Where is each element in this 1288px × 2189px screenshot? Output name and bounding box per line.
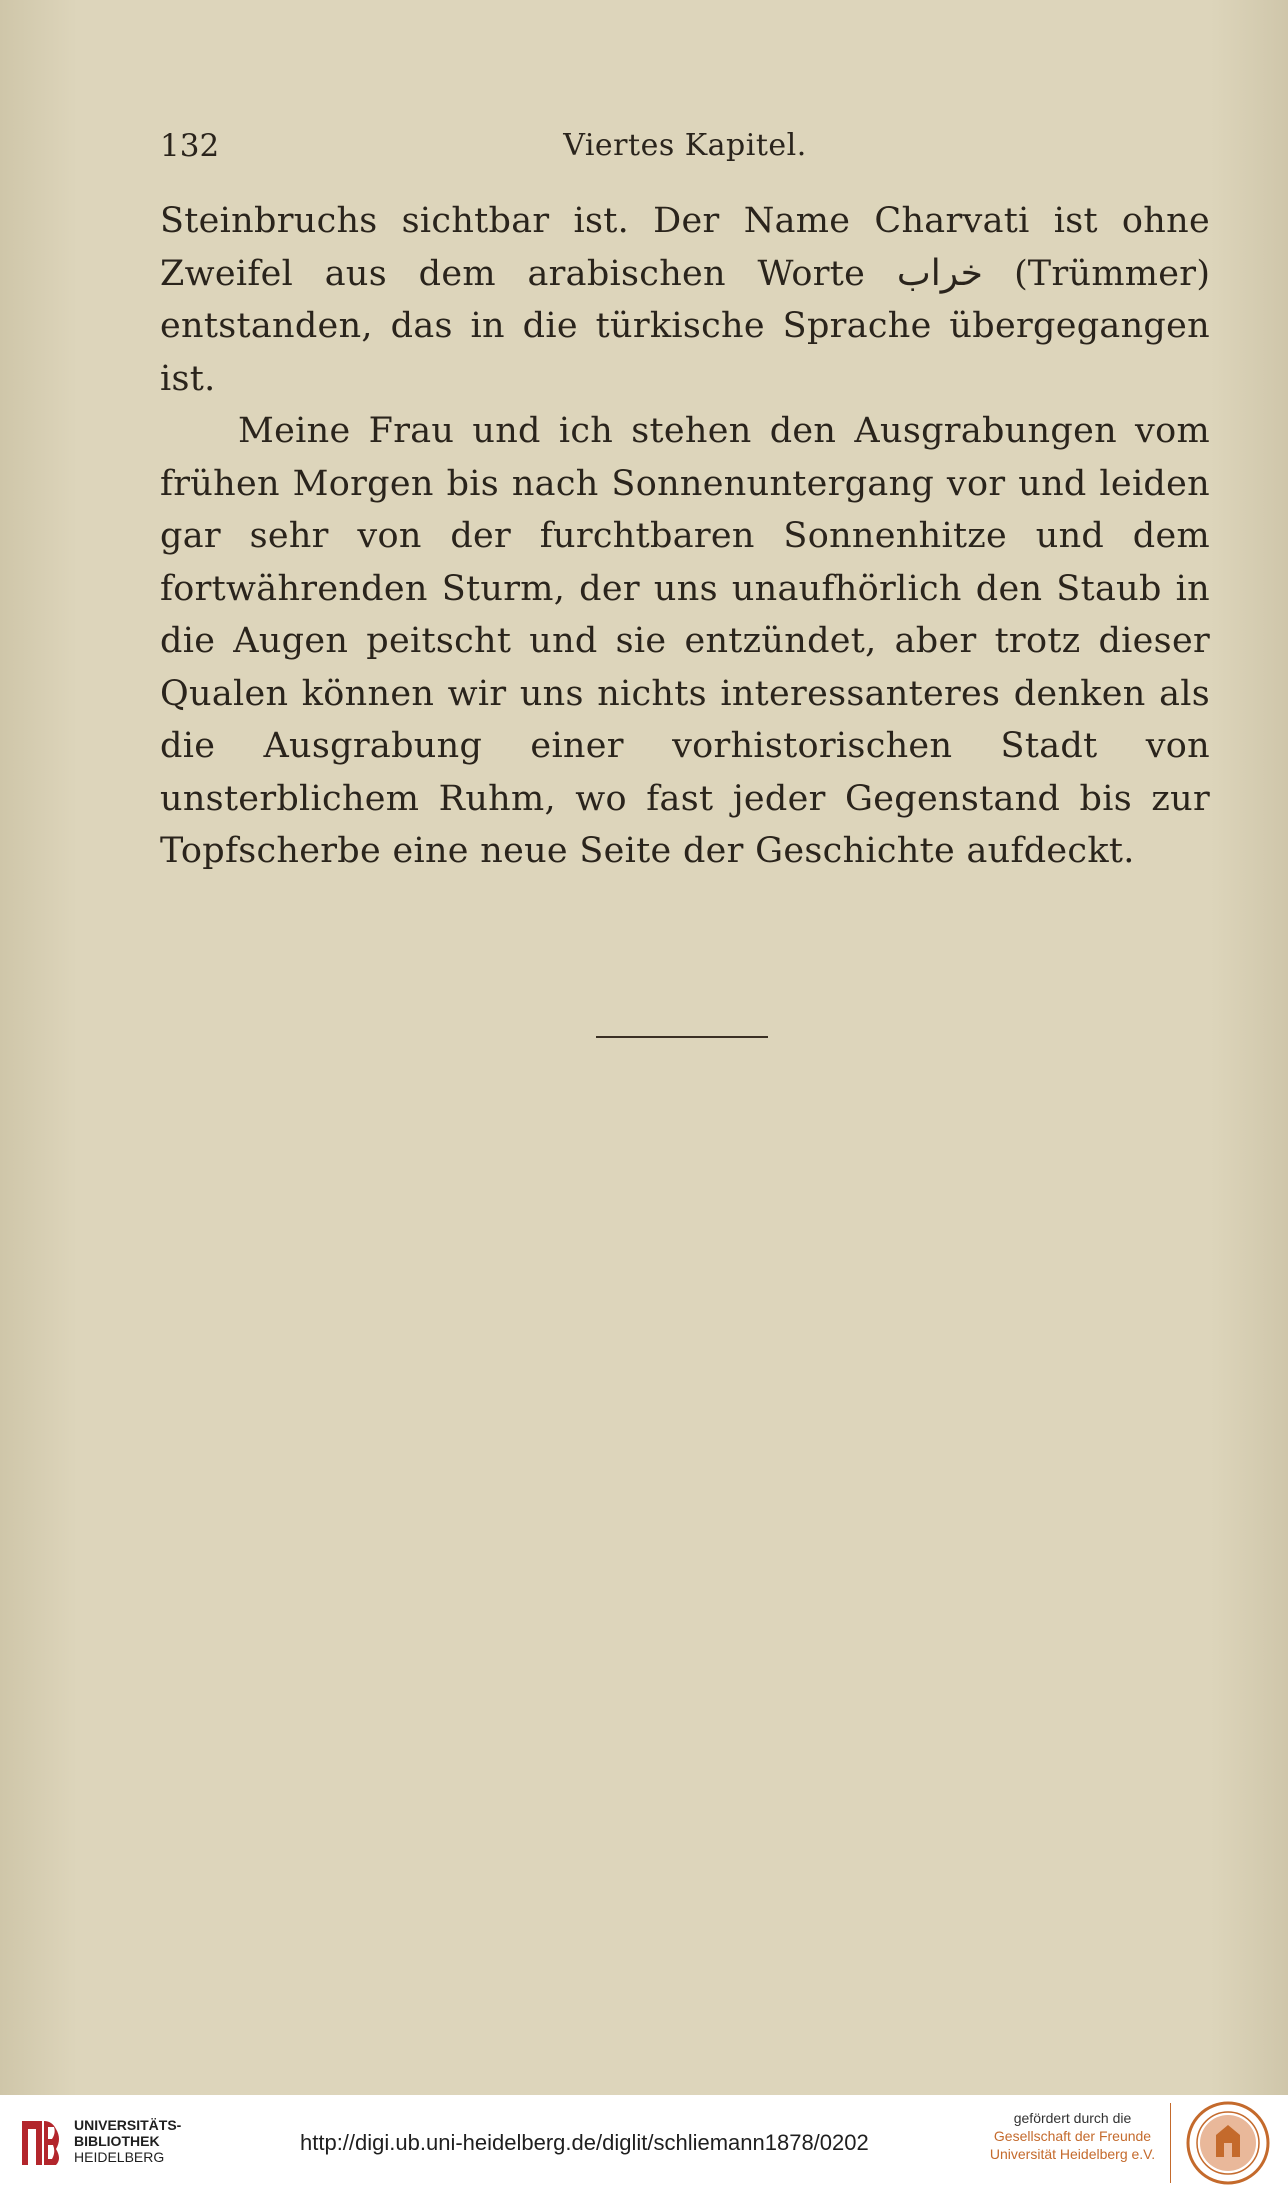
paragraph-1 — [160, 195, 1210, 405]
library-line-3: HEIDELBERG — [74, 2149, 165, 2165]
footer-bar — [0, 2095, 1288, 2189]
funder-line-2: Universität Heidelberg e.V. — [989, 2146, 1156, 2162]
paragraph-1-end: (Trümmer) entstanden, das in die türkische Sprache übergegangen ist. — [160, 253, 1210, 399]
page-header — [160, 128, 1210, 178]
body-text — [160, 195, 1210, 878]
funder-line-1: Gesellschaft der Freunde — [993, 2128, 1152, 2144]
footer-divider — [1170, 2103, 1171, 2183]
section-end-rule — [596, 1036, 768, 1038]
library-line-1: UNIVERSITÄTS- — [74, 2117, 182, 2133]
paragraph-2: Meine Frau und ich stehen den Ausgrabungen vom frühen Morgen bis nach Sonnenuntergang vor und leiden gar sehr von der furchtbaren Sonnenhitze und dem fortwährenden Sturm, der uns unaufhörlich den Staub in die Augen peitscht und sie entzündet, aber trotz dieser Qualen können wir uns nichts interessanteres denken als die Ausgrabung einer vorhistorischen Stadt von unsterblichem Ruhm, wo fast jeder Gegenstand bis zur Topfscherbe eine neue Seite der Geschichte aufdeckt. — [160, 411, 1210, 871]
funder-label: gefördert durch die — [1013, 2110, 1132, 2126]
paragraph-1-start: Steinbruchs sichtbar ist. Der Name Charvati ist ohne Zweifel aus dem arabischen Worte — [160, 201, 1210, 294]
arabic-word: خراب — [896, 252, 983, 294]
funder-block — [985, 2109, 1160, 2163]
page-number: 132 — [160, 128, 220, 164]
library-line-2: BIBLIOTHEK — [74, 2133, 160, 2149]
running-head: Viertes Kapitel. — [563, 128, 807, 163]
permalink-url[interactable]: http://digi.ub.uni-heidelberg.de/diglit/schliemann1878/0202 — [300, 2130, 869, 2155]
library-logo-icon — [14, 2115, 64, 2173]
university-seal-icon — [1186, 2101, 1270, 2185]
library-name — [74, 2117, 181, 2165]
